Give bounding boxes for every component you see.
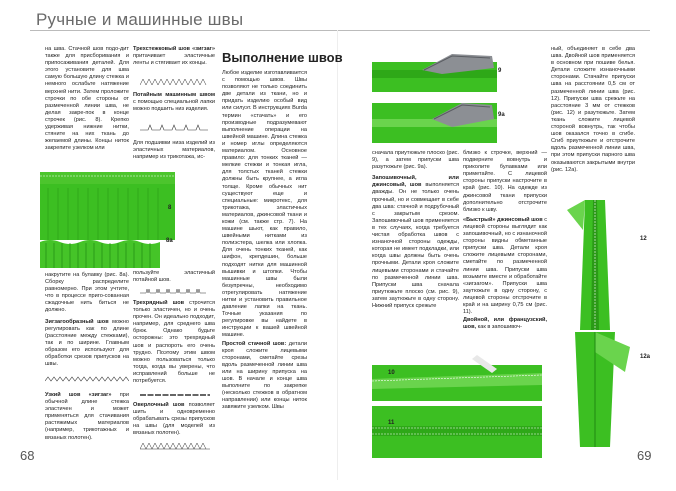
tristep-text: притачивает эластичные ленты и стягивает их концы. — [133, 53, 215, 67]
col3-text: Любое изделие изготавливается с помощью швов. Швы позволяют не только соединить две детали из ткани, но и придать изделию особый вид или силуэт. В инструкциях Burda термин «стачать» и его производные подразумевают выполнение операции на швейной машине. Длина стежка и номер иглы определяются материалом. Основное правило: для тонких тканей — мелкие стежки и тонкая игла, для толстых тканей стежки должны быть крупнее, а игла толще. Кроме обычных нит существуют еще и специальные: микротекс, для трикотажа, эластичных материалов, джинсовой ткани и кожи (см. также стр. 7). На машине шьют, как правило, швейными нитками из полиэстера, шелка или хлопка. Для очень тонких тканей, как шифон, крепдешин, больше подходят нитки для машинной вышивки и штопки. Чтобы машинные швы были безупречны, необходимо отрегулировать натяжение нитки и установить правильное давление лапки на ткань. Точные указания по регулировке вы найдете в инструкции к вашей швейной машине. — [222, 70, 307, 339]
col6 — [551, 46, 635, 174]
tristep-title: Трехстежковый шов «зигзаг» — [133, 46, 215, 52]
col2-triple — [133, 300, 215, 385]
col2-potayny — [133, 92, 215, 113]
col2-bottom — [133, 270, 215, 284]
narrow-title: Узкий шов «зигзаг» — [45, 392, 112, 398]
col5-title2: Двойной, или французский, шов, — [463, 317, 547, 331]
col5-title: «Быстрый» джинсовый шов — [463, 216, 543, 223]
col1-bottom — [45, 272, 129, 368]
col2-top — [133, 46, 215, 67]
triple-sample — [140, 392, 210, 398]
narrow-text: при обычной длине стежка эластичен и может применяться для стачивания растяжимых материалов (например, трикотажных и вязаных полотен). — [45, 392, 129, 441]
page-number-left: 68 — [20, 448, 35, 463]
figure-9a-label: 9а — [498, 112, 505, 118]
figure-8a-label: 8а — [166, 238, 173, 244]
figure-9 — [372, 50, 497, 95]
col1-top-text: на шва. Стачной шов подо-дит также для присборивания и припосаживания деталей. Для этого установите для шва самую большую длину стежка и немного ослабьте натяжение верхней нити. Затем проложите строчки по обе стороны от размеченной линии шва, не делая закре-пок в конце строчек (рис. 8). Крепко удерживая нижние нитки, стяните на них ткань до желаемой длины. Концы ниток закрепите узелком или — [45, 46, 129, 152]
figure-12 — [555, 200, 635, 330]
gutter — [337, 30, 338, 480]
figure-11 — [372, 406, 542, 461]
col3-sub-text: детали кроя сложите лицевыми сторонами, сметайте срезы вдоль размеченной линии шва или на ширину припуска на шов. В начале и конце шва выполните по закрепке (несколько стежков в обратном направлении) или концы ниток завяжите узелком. Швы — [222, 340, 307, 411]
figure-12a — [555, 332, 635, 447]
zigzag-title: Зигзагообразный шов — [45, 318, 109, 325]
figure-11-label: 11 — [388, 420, 395, 426]
col5 — [463, 150, 547, 331]
figure-9a — [372, 97, 497, 145]
triple-text: строчится только эластичен, но и очень прочен. Он идеально подходит, например, для среднего шва брюк. Однако будьте осторожны: это трехрядный шов и распороть его очень трудно. Поэтому этим швом можно пользоваться только тогда, когда вы уверены, что исправлений больше не потребуется. — [133, 300, 215, 385]
section-title: Выполнение швов — [222, 50, 343, 65]
elastic-sample — [140, 288, 210, 294]
figure-8 — [40, 170, 175, 245]
col4 — [372, 150, 459, 310]
zigzag-sample — [45, 376, 129, 382]
tristep-sample — [140, 78, 210, 86]
col4-text: сначала приутюжьте плоско (рис. 9), а затем припуски шва разутюжьте (рис. 9а). — [372, 150, 459, 171]
figure-10 — [372, 355, 542, 403]
figure-8a — [40, 238, 160, 270]
figure-10-label: 10 — [388, 370, 395, 376]
page-title: Ручные и машинные швы — [36, 10, 244, 29]
overlock-sample — [140, 442, 210, 450]
col1-narrow — [45, 392, 129, 442]
col2-overlock — [133, 402, 215, 437]
figure-12-label: 12 — [640, 236, 647, 242]
overlock-title: Оверлочный шов — [133, 402, 185, 408]
col4-title: Запошивочный, или джинсовый, шов — [372, 175, 459, 189]
col6-text: ный, объединяет в себе два шва. Двойной шов применяется в основном при пошиве белья. Детали сложите изнаночными сторонами. Стачайте припуски шва на расстоянии 0,5 см от размеченной линии шва (рис. 12). Припуски шва срежьте на расстояние 3 мм от стежков (рис. 12) и разутюжьте. Затем ткань сложите лицевой стороной вовнутрь, так чтобы шов оказался точно в сгибе. Сгиб приутюжьте и отстрочите вдоль размеченной линии шва, при этом припуски парного шва оказываются закрытыми внутри (рис. 12а). — [551, 46, 635, 173]
col1-bottom-text: накрутите на булавку (рис. 8а). Сборку распределите равномерно. При этом учтите, что в процессе приго-сованная сжадочные нить биться не должно. — [45, 272, 129, 314]
potayny-text: с помощью специальной лапки можно подшить низ изделия. — [133, 99, 215, 113]
zigzag-text: можно регулировать как по длине (расстояние между стежками), так и по ширине. Главным образом его используют для обработки срезов припусков на швы. — [45, 318, 129, 368]
col5-body: с лицевой стороны выглядит как запошивочный, но с изнаночной стороны видны обметанные припуски шва. Детали кроя сложите лицевыми сторонами, сметайте по размеченной линии шва. Припуски шва возьмите вместе и обработайте «зигзагом». Припуски шва заутюжьте в одну сторону, с лицевой стороны отстрочите в край и на ширину 0,75 см (рис. 11). — [463, 216, 548, 316]
col5-text: близко к строчке, верхний — подверните вовнутрь и приколите булавками или приметайте. С лицевой стороны припуски настрочите в край (рис. 10). На одежде из джинсовой ткани припуски дополнительно отстрочите близко к шву. — [463, 150, 547, 213]
col5-tail: как в запошивоч- — [477, 324, 522, 331]
figure-9-label: 9 — [498, 68, 502, 74]
col1-top — [45, 46, 129, 152]
figure-8-label: 8 — [168, 205, 172, 211]
overlock-text: позволяет шить и одновременно обрабатывать срезы припусков на швы (для моделей из вязаных полотен). — [133, 402, 215, 437]
triple-title: Трехрядный шов — [133, 300, 185, 306]
elastic-text: пользуйте эластичный потайной шов. — [133, 270, 215, 284]
potayny-title: Потайным машинным швом — [133, 92, 215, 98]
page-number-right: 69 — [637, 448, 652, 463]
header-divider — [30, 30, 650, 31]
figure-12a-label: 12а — [640, 354, 651, 360]
col4-body: выполняется дважды. Он не только очень прочный, но и совмещает в себе два шва: стачной и подрубочный с закрытым срезом. Запошивочный шов применяется в тех случаях, когда требуется чистая обработка швов с изнаночной стороны одежды, которая не имеет подкладки, или когда швы должны быть очень прочными. Детали кроя сложите лицевыми сторонами и стачайте по размеченной линии шва. Припуски шва сначала приутюжьте плоско (см. рис. 9), затем заутюжьте в одну сторону. Нижний припуск срежьте — [372, 182, 459, 309]
col3-sub: Простой стачной шов: — [222, 340, 287, 347]
potayny-sample — [140, 124, 210, 132]
podshiv-text: Для подшивки низа изделий из эластичных материалов, например из трикотажа, ис- — [133, 140, 215, 161]
col2-podshiv — [133, 140, 215, 161]
col3 — [222, 70, 307, 412]
